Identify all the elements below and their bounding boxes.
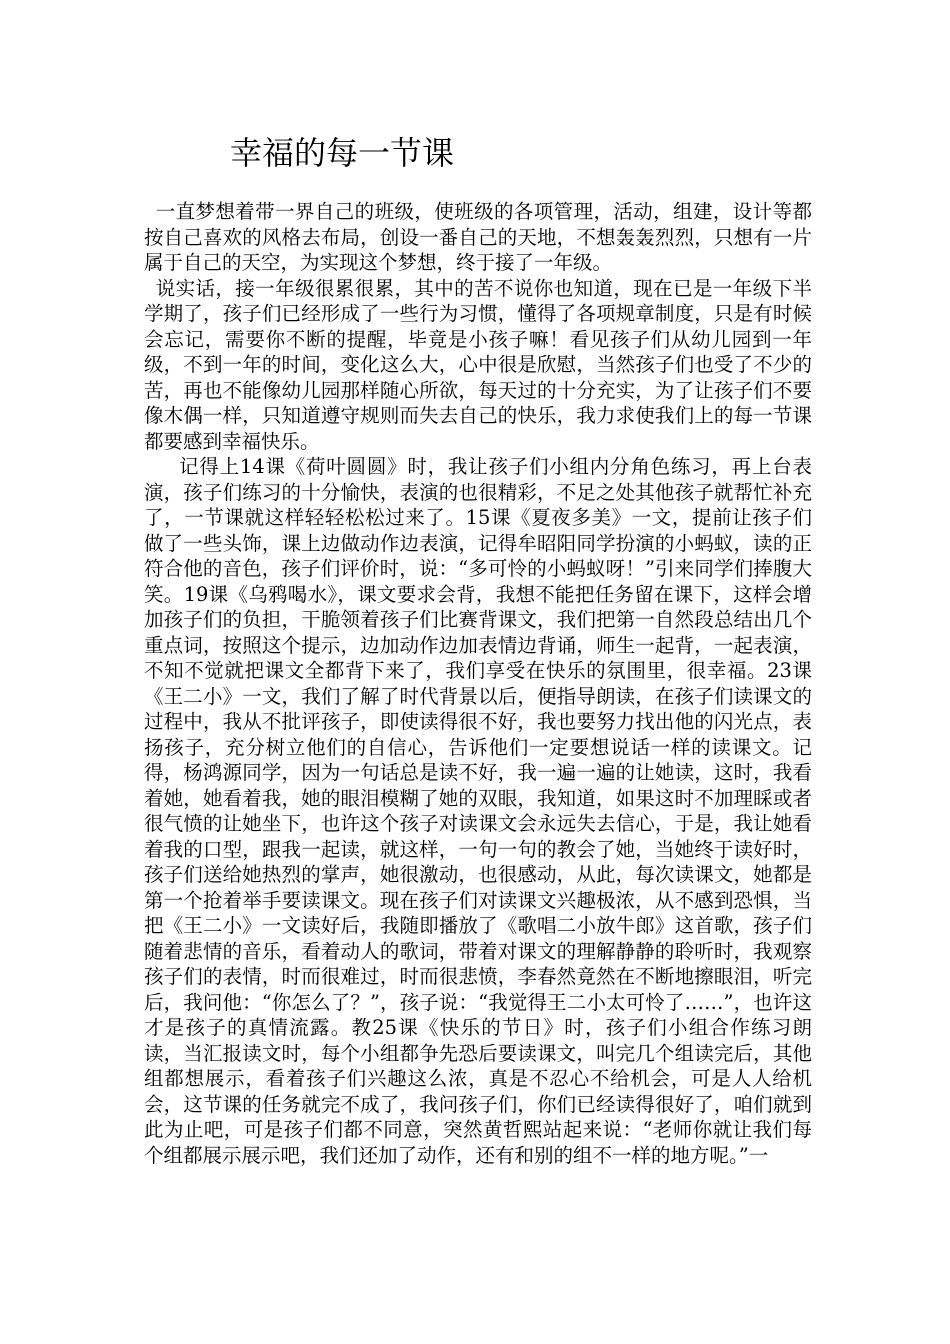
paragraph-lessons: 记得上14课《荷叶圆圆》时，我让孩子们小组内分角色练习，再上台表演，孩子们练习的十分愉快，表演的也很精彩，不足之处其他孩子就帮忙补充了，一节课就这样轻轻松松过来了。15课《夏夜多美》一文，提前让孩子们做了一些头饰，课上边做动作边表演，记得牟昭阳同学扮演的小蚂蚁，读的正符合他的音色，孩子们评价时，说：“多可怜的小蚂蚁呀！”引来同学们捧腹大笑。19课《乌鸦喝水》，课文要求会背，我想不能把任务留在课下，这样会增加孩子们的负担，干脆领着孩子们比赛背课文，我们把第一自然段总结出几个重点词，按照这个提示，边加动作边加表情边背诵，师生一起背，一起表演，不知不觉就把课文全都背下来了，我们享受在快乐的氛围里，很幸福。23课《王二小》一文，我们了解了时代背景以后，便指导朗读，在孩子们读课文的过程中，我从不批评孩子，即使读得很不好，我也要努力找出他的闪光点，表扬孩子，充分树立他们的自信心，告诉他们一定要想说话一样的读课文。记得，杨鸿源同学，因为一句话总是读不好，我一遍一遍的让她读，这时，我看着她，她看着我，她的眼泪模糊了她的双眼，我知道，如果这时不加理睬或者很气愤的让她坐下，也许这个孩子对读课文会永远失去信心，于是，我让她看着我的口型，跟我一起读，就这样，一句一句的教会了她，当她终于读好时，孩子们送给她热烈的掌声，她很激动，也很感动，从此，每次读课文，她都是第一个抢着举手要读课文。现在孩子们对读课文兴趣极浓，从不感到恐惧，当把《王二小》一文读好后，我随即播放了《歌唱二小放牛郎》这首歌，孩子们随着悲情的音乐，看着动人的歌词，带着对课文的理解静静的聆听时，我观察孩子们的表情，时而很难过，时而很悲愤，李春然竟然在不断地擦眼泪，听完后，我问他：“你怎么了？”，孩子说：“我觉得王二小太可怜了……”，也许这才是孩子的真情流露。教25课《快乐的节日》时，孩子们小组合作练习朗读，当汇报读文时，每个小组都争先恐后要读课文，叫完几个组读完后，其他组都想展示，看着孩子们兴趣这么浓，真是不忍心不给机会，可是人人给机会，这节课的任务就完不成了，我问孩子们，你们已经读得很好了，咱们就到此为止吧，可是孩子们都不同意，突然黄哲熙站起来说：“老师你就让我们每个组都展示展示吧，我们还加了动作，还有和别的组不一样的地方呢。”一 <box>144 455 812 1167</box>
paragraph-intro: 一直梦想着带一界自己的班级，使班级的各项管理，活动，组建，设计等都按自己喜欢的风格去布局，创设一番自己的天地，不想轰轰烈烈，只想有一片属于自己的天空，为实现这个梦想，终于接了一年级。 <box>144 200 812 274</box>
document-body <box>144 199 812 1168</box>
document-title: 幸福的每一节课 <box>230 134 455 172</box>
paragraph-first-grade: 说实话，接一年级很累很累，其中的苦不说你也知道，现在已是一年级下半学期了，孩子们已经形成了一些行为习惯，懂得了各项规章制度，只是有时候会忘记，需要你不断的提醒，毕竟是小孩子嘛！看见孩子们从幼儿园到一年级，不到一年的时间，变化这么大，心中很是欣慰，当然孩子们也受了不少的苦，再也不能像幼儿园那样随心所欲，每天过的十分充实，为了让孩子们不要像木偶一样，只知道遵守规则而失去自己的快乐，我力求使我们上的每一节课都要感到幸福快乐。 <box>144 276 812 453</box>
